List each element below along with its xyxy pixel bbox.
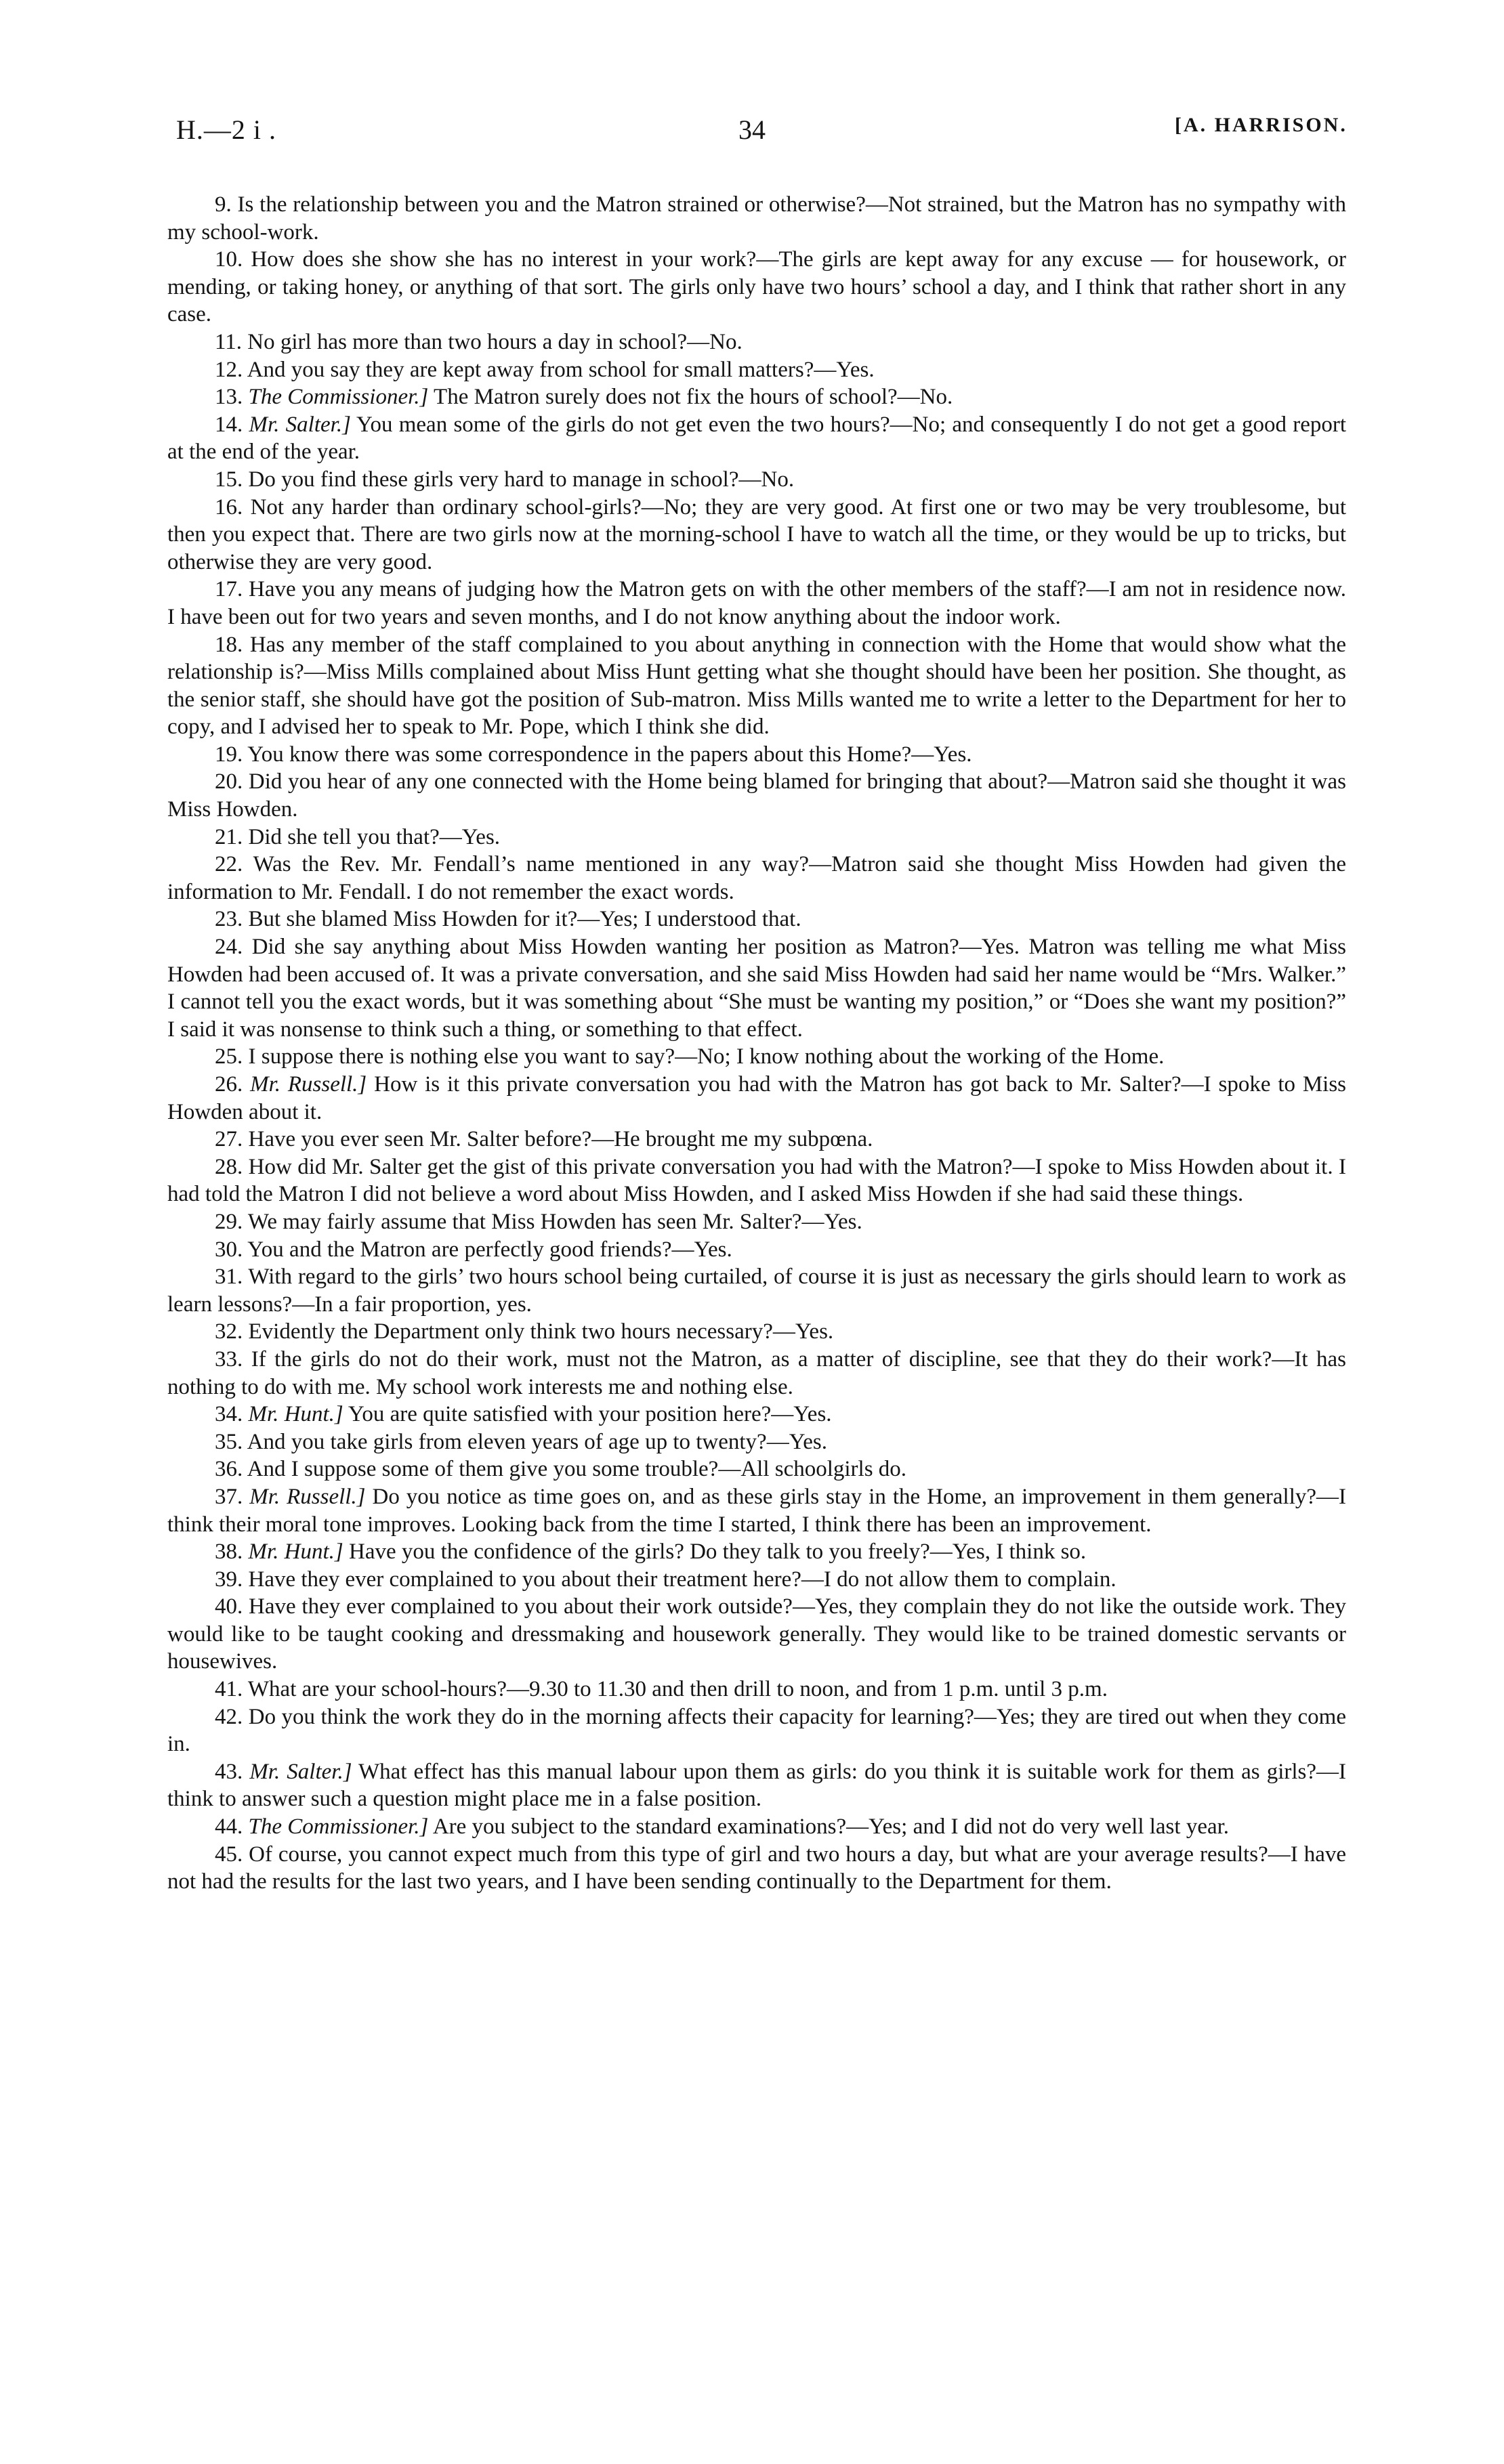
question-text: Have they ever complained to you about their treatment here?—I do not allow them to complain.: [248, 1567, 1116, 1592]
question-number: 34.: [215, 1402, 243, 1427]
question-paragraph: [167, 1813, 1346, 1841]
question-paragraph: [167, 631, 1346, 741]
question-text: We may fairly assume that Miss Howden has seen Mr. Salter?—Yes.: [247, 1209, 862, 1234]
question-paragraph: [167, 328, 1346, 356]
question-text: Did you hear of any one connected with the Home being blamed for bringing that about?—Matron said she thought it was Miss Howden.: [167, 769, 1346, 822]
question-paragraph: [167, 1483, 1346, 1538]
question-text: What are your school-hours?—9.30 to 11.30 and then drill to noon, and from 1 p.m. until 3 p.m.: [247, 1677, 1108, 1702]
question-number: 37.: [215, 1484, 243, 1509]
question-number: 39.: [215, 1567, 243, 1592]
question-paragraph: [167, 1593, 1346, 1676]
question-paragraph: [167, 1208, 1346, 1236]
question-text: You are quite satisfied with your position here?—Yes.: [348, 1402, 832, 1427]
question-paragraph: [167, 383, 1346, 411]
question-paragraph: [167, 1126, 1346, 1153]
question-number: 41.: [215, 1677, 243, 1702]
question-text: Do you think the work they do in the morning affects their capacity for learning?—Yes; they are tired out when they come in.: [167, 1704, 1346, 1757]
question-number: 30.: [215, 1237, 243, 1262]
question-text: Have you any means of judging how the Matron gets on with the other members of the staff?—I am not in residence now. I have been out for two years and seven months, and I do not know anything about the indoor work.: [167, 577, 1347, 629]
question-text: How did Mr. Salter get the gist of this private conversation you had with the Matron?—I spoke to Miss Howden about it. I had told the Matron I did not believe a word about Miss Howden, and I asked Miss Howden if she had said these things.: [167, 1154, 1347, 1207]
question-paragraph: [167, 1071, 1346, 1126]
question-number: 36.: [215, 1457, 243, 1482]
question-text: Was the Rev. Mr. Fendall’s name mentioned in any way?—Matron said she thought Miss Howden had given the information to Mr. Fendall. I do not remember the exact words.: [167, 852, 1346, 904]
question-paragraph: [167, 1043, 1346, 1071]
question-paragraph: [167, 1456, 1346, 1483]
page-number: 34: [738, 114, 766, 145]
question-text: No girl has more than two hours a day in school?—No.: [247, 329, 743, 354]
question-text: Have you ever seen Mr. Salter before?—He brought me my subpœna.: [248, 1127, 873, 1152]
question-paragraph: [167, 1153, 1346, 1208]
question-number: 20.: [215, 769, 243, 794]
question-paragraph: [167, 1676, 1346, 1703]
question-number: 9.: [215, 192, 232, 217]
question-paragraph: [167, 246, 1346, 328]
question-number: 32.: [215, 1319, 243, 1344]
question-text: Have you the confidence of the girls? Do they talk to you freely?—Yes, I think so.: [349, 1539, 1087, 1565]
question-paragraph: [167, 1538, 1346, 1566]
question-text: And you take girls from eleven years of age up to twenty?—Yes.: [247, 1429, 827, 1454]
question-text: You mean some of the girls do not get even the two hours?—No; and consequently I do not get a good report at the end of the year.: [167, 412, 1347, 465]
question-number: 42.: [215, 1704, 243, 1729]
question-text: What effect has this manual labour upon them as girls: do you think it is suitable work for them as girls?—I think to answer such a question might place me in a false position.: [167, 1759, 1346, 1812]
question-text: I suppose there is nothing else you want to say?—No; I know nothing about the working of the Home.: [248, 1044, 1165, 1069]
question-text: Evidently the Department only think two hours necessary?—Yes.: [248, 1319, 834, 1344]
question-text: You know there was some correspondence in the papers about this Home?—Yes.: [247, 742, 972, 767]
question-text: Of course, you cannot expect much from this type of girl and two hours a day, but what are your average results?—I have not had the results for the last two years, and I have been sending continually to the Department for them.: [167, 1842, 1346, 1894]
question-text: Are you subject to the standard examinations?—Yes; and I did not do very well last year.: [432, 1814, 1230, 1840]
question-text: You and the Matron are perfectly good friends?—Yes.: [247, 1237, 732, 1262]
question-paragraph: [167, 1703, 1346, 1758]
question-text: Do you notice as time goes on, and as these girls stay in the Home, an improvement in them generally?—I think their moral tone improves. Looking back from the time I started, I think there has been an improvement.: [167, 1484, 1347, 1537]
question-number: 29.: [215, 1209, 243, 1234]
evidence-body: [167, 191, 1346, 1896]
question-number: 40.: [215, 1594, 243, 1619]
question-number: 11.: [215, 329, 243, 354]
question-text: How does she show she has no interest in your work?—The girls are kept away for any excuse — for housework, or mending, or taking honey, or anything of that sort. The girls only have two hours’ school a day, and I think that rather short in any case.: [167, 247, 1346, 327]
question-text: And you say they are kept away from school for small matters?—Yes.: [247, 357, 875, 382]
question-number: 45.: [215, 1842, 243, 1867]
speaker-label: Mr. Salter.]: [249, 1759, 352, 1784]
question-number: 14.: [215, 412, 243, 437]
question-paragraph: [167, 1401, 1346, 1428]
question-number: 31.: [215, 1265, 243, 1290]
question-paragraph: [167, 494, 1346, 576]
question-number: 12.: [215, 357, 243, 382]
question-paragraph: [167, 1758, 1346, 1813]
question-text: How is it this private conversation you had with the Matron has got back to Mr. Salter?—I spoke to Miss Howden about it.: [167, 1072, 1347, 1124]
question-number: 27.: [215, 1127, 243, 1152]
question-paragraph: [167, 411, 1346, 466]
question-number: 16.: [215, 494, 243, 519]
question-paragraph: [167, 356, 1346, 384]
question-number: 24.: [215, 935, 243, 960]
speaker-label: Mr. Hunt.]: [248, 1402, 343, 1427]
question-number: 44.: [215, 1814, 243, 1840]
question-number: 38.: [215, 1539, 243, 1565]
question-text: With regard to the girls’ two hours school being curtailed, of course it is just as necessary the girls should learn to work as learn lessons?—In a fair proportion, yes.: [167, 1265, 1347, 1317]
question-number: 23.: [215, 907, 243, 932]
question-text: But she blamed Miss Howden for it?—Yes; I understood that.: [248, 907, 801, 932]
speaker-label: The Commissioner.]: [248, 1814, 429, 1840]
speaker-label: Mr. Russell.]: [249, 1484, 366, 1509]
question-text: Did she tell you that?—Yes.: [248, 824, 501, 849]
question-paragraph: [167, 576, 1346, 631]
question-paragraph: [167, 1236, 1346, 1264]
question-number: 35.: [215, 1429, 243, 1454]
question-number: 26.: [215, 1072, 243, 1097]
question-number: 43.: [215, 1759, 243, 1784]
question-paragraph: [167, 933, 1346, 1043]
question-text: Not any harder than ordinary school-girls?—No; they are very good. At first one or two may be very troublesome, but then you expect that. There are two girls now at the morning-school I have to watch all the time, or they would be up to tricks, but otherwise they are very good.: [167, 494, 1346, 574]
question-paragraph: [167, 1566, 1346, 1594]
question-paragraph: [167, 768, 1346, 823]
page-header: [0, 114, 1504, 154]
question-text: And I suppose some of them give you some trouble?—All schoolgirls do.: [247, 1457, 907, 1482]
question-paragraph: [167, 741, 1346, 769]
question-number: 13.: [215, 385, 243, 410]
speaker-label: The Commissioner.]: [248, 385, 429, 410]
question-number: 18.: [215, 632, 243, 657]
question-paragraph: [167, 1318, 1346, 1346]
question-text: The Matron surely does not fix the hours of school?—No.: [434, 385, 953, 410]
report-reference: H.—2 i .: [176, 114, 276, 145]
speaker-label: Mr. Salter.]: [249, 412, 351, 437]
question-number: 25.: [215, 1044, 243, 1069]
question-text: Did she say anything about Miss Howden wanting her position as Matron?—Yes. Matron was telling me what Miss Howden had been accused of. It was a private conversation, and she said Miss Howden had said her name would be “Mrs. Walker.” I cannot tell you the exact words, but it was something about “She must be wanting my position,” or “Does she want my position?” I said it was nonsense to think such a thing, or something to that effect.: [167, 935, 1346, 1042]
question-number: 10.: [215, 247, 243, 272]
question-paragraph: [167, 1263, 1346, 1318]
question-paragraph: [167, 191, 1346, 246]
question-number: 19.: [215, 742, 243, 767]
question-paragraph: [167, 466, 1346, 494]
question-text: Has any member of the staff complained to you about anything in connection with the Home that would show what the relationship is?—Miss Mills complained about Miss Hunt getting what she thought should have been her position. She thought, as the senior staff, she should have got the position of Sub-matron. Miss Mills wanted me to write a letter to the Department for her to copy, and I advised her to speak to Mr. Pope, which I think she did.: [167, 632, 1347, 740]
question-number: 17.: [215, 577, 243, 602]
question-number: 22.: [215, 852, 243, 877]
speaker-label: Mr. Hunt.]: [248, 1539, 343, 1565]
question-paragraph: [167, 1428, 1346, 1456]
speaker-label: Mr. Russell.]: [250, 1072, 367, 1097]
question-text: Do you find these girls very hard to manage in school?—No.: [248, 467, 795, 492]
question-number: 15.: [215, 467, 243, 492]
witness-name: [A. HARRISON.: [1175, 114, 1348, 136]
question-paragraph: [167, 906, 1346, 933]
question-number: 21.: [215, 824, 243, 849]
question-number: 28.: [215, 1154, 243, 1179]
question-text: Is the relationship between you and the Matron strained or otherwise?—Not strained, but the Matron has no sympathy with my school-work.: [167, 192, 1347, 245]
question-number: 33.: [215, 1346, 243, 1372]
question-paragraph: [167, 824, 1346, 851]
question-paragraph: [167, 1346, 1346, 1401]
question-paragraph: [167, 851, 1346, 906]
question-text: Have they ever complained to you about their work outside?—Yes, they complain they do not like the outside work. They would like to be taught cooking and dressmaking and housework generally. They would like to be trained domestic servants or housewives.: [167, 1594, 1346, 1674]
question-text: If the girls do not do their work, must not the Matron, as a matter of discipline, see that they do their work?—It has nothing to do with me. My school work interests me and nothing else.: [167, 1346, 1347, 1399]
question-paragraph: [167, 1841, 1346, 1896]
